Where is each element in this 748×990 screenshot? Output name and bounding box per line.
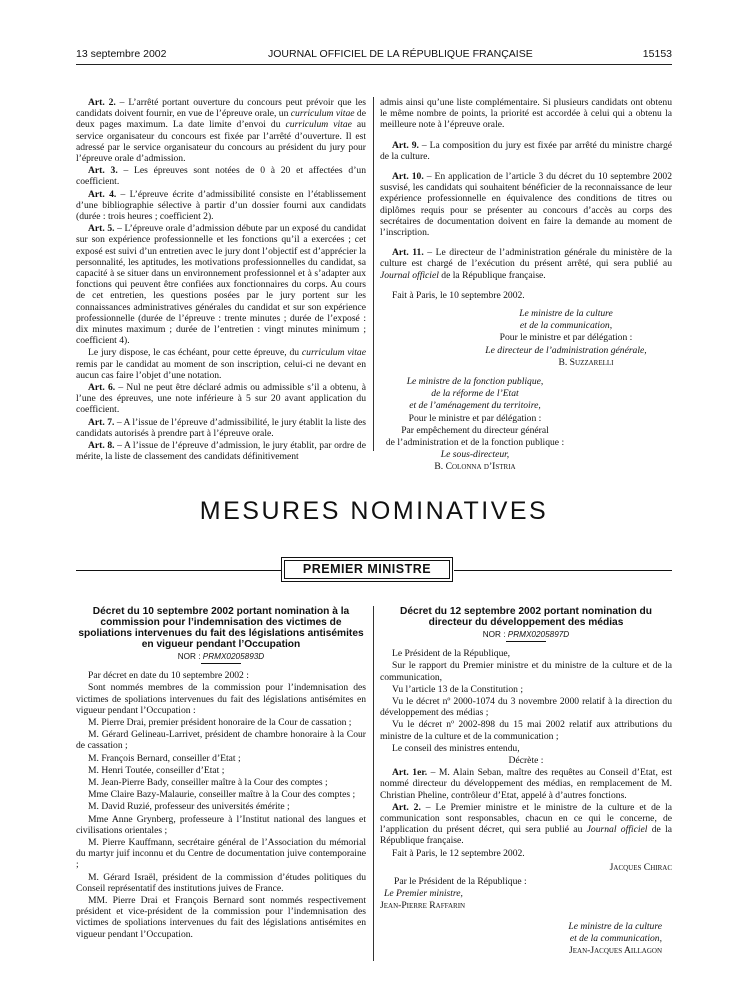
column-divider-bottom <box>373 606 374 961</box>
nominee-entry: M. Henri Toutée, conseiller d’Etat ; <box>88 764 225 776</box>
section-title: MESURES NOMINATIVES <box>199 497 549 525</box>
fait-a-paris-2: Fait à Paris, le 12 septembre 2002. <box>392 847 525 859</box>
paragraph: Par décret en date du 10 septembre 2002 : <box>88 670 249 682</box>
signatory-name: B. Suzzarelli <box>558 356 614 368</box>
ministry-rule-right <box>454 570 672 571</box>
article-10: Art. 10. – En application de l’article 3 du décret du 10 septembre 2002 susvisé, les candidats qui souhaitent bénéficier de la reconnaissance de leur expérience professionnelle en équivalence des conditions de titres ou diplômes requis pour se présenter au concours d’accès au corps des secrétaires de documentation doivent en faire la demande au moment de l’inscription. <box>380 171 672 239</box>
decrete-heading: Décrète : <box>508 755 544 767</box>
paragraph: Vu l’article 13 de la Constitution ; <box>392 683 524 695</box>
nominee-entry: M. Gérard Gelineau-Larrivet, président de chambre honoraire à la Cour de cassation ; <box>76 729 366 752</box>
title-rule <box>201 663 241 664</box>
nominee-entry: M. Gérard Israël, président de la commission d’études politiques du Conseil représentatif des institutions juives de France. <box>76 871 366 894</box>
signatory-name: B. Colonna d’Istria <box>434 461 516 473</box>
nominee-entry: M. Pierre Kauffmann, secrétaire général de l’Association du mémorial du martyr juif inconnu et du Centre de documentation juive contemporaine ; <box>76 837 366 871</box>
paragraph: Sur le rapport du Premier ministre et du ministre de la culture et de la communication, <box>380 660 672 683</box>
decree-title-1: Décret du 10 septembre 2002 portant nomination à la commission pour l’indemnisation des victimes de spoliations intervenues du fait des législations antisémites en vigueur pendant l’Occupation <box>78 606 364 650</box>
ministry-heading-box <box>281 557 453 582</box>
signature-block-culture: Le ministre de la culture et de la communication, Pour le ministre et par délégation : Le directeur de l’administration générale, B. Suzzarelli <box>380 308 672 368</box>
nominee-entry: Mme Claire Bazy-Malaurie, conseiller maître à la Cour des comptes ; <box>88 789 356 801</box>
article-5-paragraph-2: Le jury dispose, le cas échéant, pour cette épreuve, du curriculum vitae remis par le candidat au moment de son inscription, celui-ci ne devant en aucun cas faire l’objet d’une notation. <box>76 347 366 381</box>
minister-signature-block: Le ministre de la culture et de la communication, Jean-Jacques Aillagon <box>380 921 672 957</box>
paragraph: Vu le décret nº 2002-898 du 15 mai 2002 relatif aux attributions du ministre de la culture et de la communication ; <box>380 719 672 742</box>
top-left-column <box>76 97 366 464</box>
signatory-president: Jacques Chirac <box>609 861 672 873</box>
paragraph: MM. Pierre Drai et François Bernard sont nommés respectivement président et vice-président de la commission pour l’indemnisation des victimes de spoliations intervenues du fait des législations antisémites en vigueur pendant l’Occupation. <box>76 895 366 940</box>
bottom-right-column <box>380 606 672 957</box>
signature-block-fonction-publique: Le ministre de la fonction publique, de la réforme de l’Etat et de l’aménagement du territoire, Pour le ministre et par délégation : Par empêchement du directeur général de l’administration et de la fonction publique : Le sous-directeur, B. Colonna d’Istria <box>380 376 570 473</box>
par-le-president: Par le Président de la République : <box>394 876 527 888</box>
header-rule <box>76 64 672 65</box>
article-8-continuation: admis ainsi qu’une liste complémentaire. Si plusieurs candidats ont obtenu le même nombre de points, la priorité est accordée à celui qui a obtenu la meilleure note à l’épreuve orale. <box>380 97 672 131</box>
article-2-decree: Art. 2. – Le Premier ministre et le ministre de la culture et de la communication sont responsables, chacun en ce qui le concerne, de l’application du présent décret, qui sera publié au Journal officiel de la République française. <box>380 801 673 847</box>
premier-ministre-title: Le Premier ministre, <box>384 888 463 900</box>
header-date: 13 septembre 2002 <box>76 48 167 60</box>
bottom-left-column <box>76 606 366 941</box>
article-11: Art. 11. – Le directeur de l’administration générale du ministère de la culture est chargé de l’exécution du présent arrêté, qui sera publié au Journal officiel de la République française. <box>380 247 673 281</box>
signatory-minister: Jean-Jacques Aillagon <box>569 945 662 957</box>
article-2: Art. 2. – L’arrêté portant ouverture du concours peut prévoir que les candidats doivent fournir, en vue de l’épreuve orale, un curriculum vitae de deux pages maximum. La date limite d’envoi du curriculum vitae au service organisateur du concours est fixée par l’arrêté d’ouverture. Il est adressé par le service organisateur du concours au président du jury pour l’épreuve orale d’admission. <box>76 97 366 165</box>
title-rule <box>506 641 546 642</box>
top-right-column <box>380 97 672 474</box>
nominee-entry: M. Pierre Drai, premier président honoraire de la Cour de cassation ; <box>88 717 352 729</box>
nominee-entry: Mme Anne Grynberg, professeure à l’Institut national des langues et civilisations orientales ; <box>76 813 366 836</box>
decree-title-2: Décret du 12 septembre 2002 portant nomination du directeur du développement des médias <box>400 606 652 628</box>
ministry-heading: PREMIER MINISTRE <box>284 560 450 579</box>
page-header <box>76 48 672 62</box>
fait-a-paris-1: Fait à Paris, le 10 septembre 2002. <box>392 289 525 301</box>
article-9: Art. 9. – La composition du jury est fixée par arrêté du ministre chargé de la culture. <box>380 139 672 162</box>
header-journal-title: JOURNAL OFFICIEL DE LA RÉPUBLIQUE FRANÇAISE <box>268 48 533 60</box>
article-3: Art. 3. – Les épreuves sont notées de 0 à 20 et affectées d’un coefficient. <box>76 165 366 188</box>
article-4: Art. 4. – L’épreuve écrite d’admissibilité consiste en l’établissement d’une bibliographie sélective à partir d’un dossier fourni aux candidats (durée : trois heures ; coefficient 2). <box>76 188 366 223</box>
paragraph: Sont nommés membres de la commission pour l’indemnisation des victimes de spoliations intervenues du fait des législations antisémites en vigueur pendant l’Occupation : <box>76 682 366 716</box>
article-8: Art. 8. – A l’issue de l’épreuve d’admission, le jury établit, par ordre de mérite, la liste de classement des candidats définitivement <box>76 440 366 463</box>
article-6: Art. 6. – Nul ne peut être déclaré admis ou admissible s’il a obtenu, à l’une des épreuves, une note inférieure à 5 sur 20 avant application du coefficient. <box>76 382 367 416</box>
signatory-premier-ministre: Jean-Pierre Raffarin <box>380 900 466 912</box>
nor-reference-1: NOR : PRMX0205893D <box>177 652 265 661</box>
paragraph: Le Président de la République, <box>392 648 511 660</box>
article-1: Art. 1er. – M. Alain Seban, maître des requêtes au Conseil d’Etat, est nommé directeur du développement des médias, en remplacement de M. Christian Pheline, contrôleur d’Etat, appelé à d’autres fonctions. <box>380 767 672 801</box>
article-5: Art. 5. – L’épreuve orale d’admission débute par un exposé du candidat sur son expérience professionnelle et les fonctions qu’il a exercées ; cet exposé est suivi d’un entretien avec le jury dont l’objectif est d’apprécier la personnalité, les aptitudes, les motivations professionnelles du candidat, sa capacité à se situer dans un environnement professionnel et à s’adapter aux fonctions qui peuvent être confiées aux fonctionnaires du corps. Au cours de cet entretien, les questions posées par le jury portent sur les connaissances administratives générales du candidat et sur son expérience professionnelle (durée de l’épreuve : trente minutes ; durée de l’exposé : dix minutes maximum ; durée de l’entretien : vingt minutes minimum ; coefficient 4). <box>76 223 366 347</box>
column-divider-top <box>373 97 374 451</box>
nominee-entry: M. David Ruzié, professeur des universités émérite ; <box>88 801 290 813</box>
article-7: Art. 7. – A l’issue de l’épreuve d’admissibilité, le jury établit la liste des candidats autorisés à prendre part à l’épreuve orale. <box>76 416 366 439</box>
nominee-entry: M. Jean-Pierre Bady, conseiller maître à la Cour des comptes ; <box>88 777 328 789</box>
nominee-entry: M. François Bernard, conseiller d’Etat ; <box>88 752 241 764</box>
header-page-number: 15153 <box>642 48 672 60</box>
paragraph: Le conseil des ministres entendu, <box>392 742 520 754</box>
ministry-rule-left <box>76 570 281 571</box>
nor-reference-2: NOR : PRMX0205897D <box>482 630 570 639</box>
paragraph: Vu le décret nº 2000-1074 du 3 novembre 2000 relatif à la direction du développement des médias ; <box>380 696 672 719</box>
